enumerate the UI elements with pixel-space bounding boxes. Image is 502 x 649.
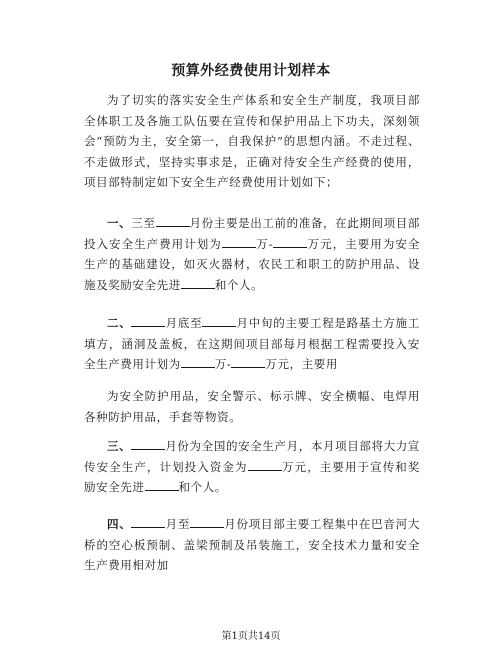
section-2b-paragraph: 为安全防护用品，安全警示、标示牌、安全横幅、电焊用各种防护用品，手套等物资。 bbox=[84, 389, 420, 424]
blank-line bbox=[145, 480, 179, 491]
blank-line bbox=[131, 316, 165, 327]
blank-line bbox=[231, 357, 265, 368]
section-2-lead: 二、 bbox=[107, 316, 132, 330]
blank-line bbox=[273, 237, 307, 248]
section-4-lead: 四、 bbox=[107, 517, 132, 531]
page-footer: 第1页共14页 bbox=[221, 631, 281, 642]
section-2-paragraph: 二、 月底至 月中旬的主要工程是路基土方施工填方，涵洞及盖板，在这期间项目部每月根据工程需要投入安全生产费用计划为 万- 万元，主要用 bbox=[84, 316, 420, 371]
intro-paragraph: 为了切实的落实安全生产体系和安全生产制度，我项目部全体职工及各施工队伍要在宣传和保护用品上下功夫，深刻领会“预防为主，安全第一，自我保护”的思想内涵。不走过程、不走做形式，坚持实事求是，正确对待安全生产经费的使用，项目部特制定如下安全生产经费使用计划如下； bbox=[84, 93, 420, 189]
section-1-lead: 一、 bbox=[107, 216, 132, 230]
section-1-paragraph: 一、三至 月份主要是出工前的准备，在此期间项目部投入安全生产费用计划为 万- 万元，主要用为安全生产的基础建设，如灭火器材，农民工和职工的防护用品、设施及奖励安全先进 和个人。 bbox=[84, 216, 420, 292]
blank-line bbox=[131, 517, 165, 528]
document-title: 预算外经费使用计划样本 bbox=[171, 63, 331, 79]
section-3-lead: 三、 bbox=[107, 439, 132, 453]
blank-line bbox=[181, 357, 215, 368]
blank-line bbox=[222, 237, 256, 248]
blank-line bbox=[131, 439, 165, 450]
blank-line bbox=[190, 517, 224, 528]
blank-line bbox=[248, 460, 282, 471]
section-4-paragraph: 四、 月至 月份项目部主要工程集中在巴音河大桥的空心板预制、盖梁预制及吊装施工，安全技术力量和安全生产费用相对加 bbox=[84, 517, 420, 572]
blank-line bbox=[202, 316, 236, 327]
blank-line bbox=[181, 278, 215, 289]
blank-line bbox=[156, 216, 190, 227]
section-3-paragraph: 三、 月份为全国的安全生产月，本月项目部将大力宣传安全生产，计划投入资金为 万元，主要用于宣传和奖励安全先进 和个人。 bbox=[84, 439, 420, 494]
